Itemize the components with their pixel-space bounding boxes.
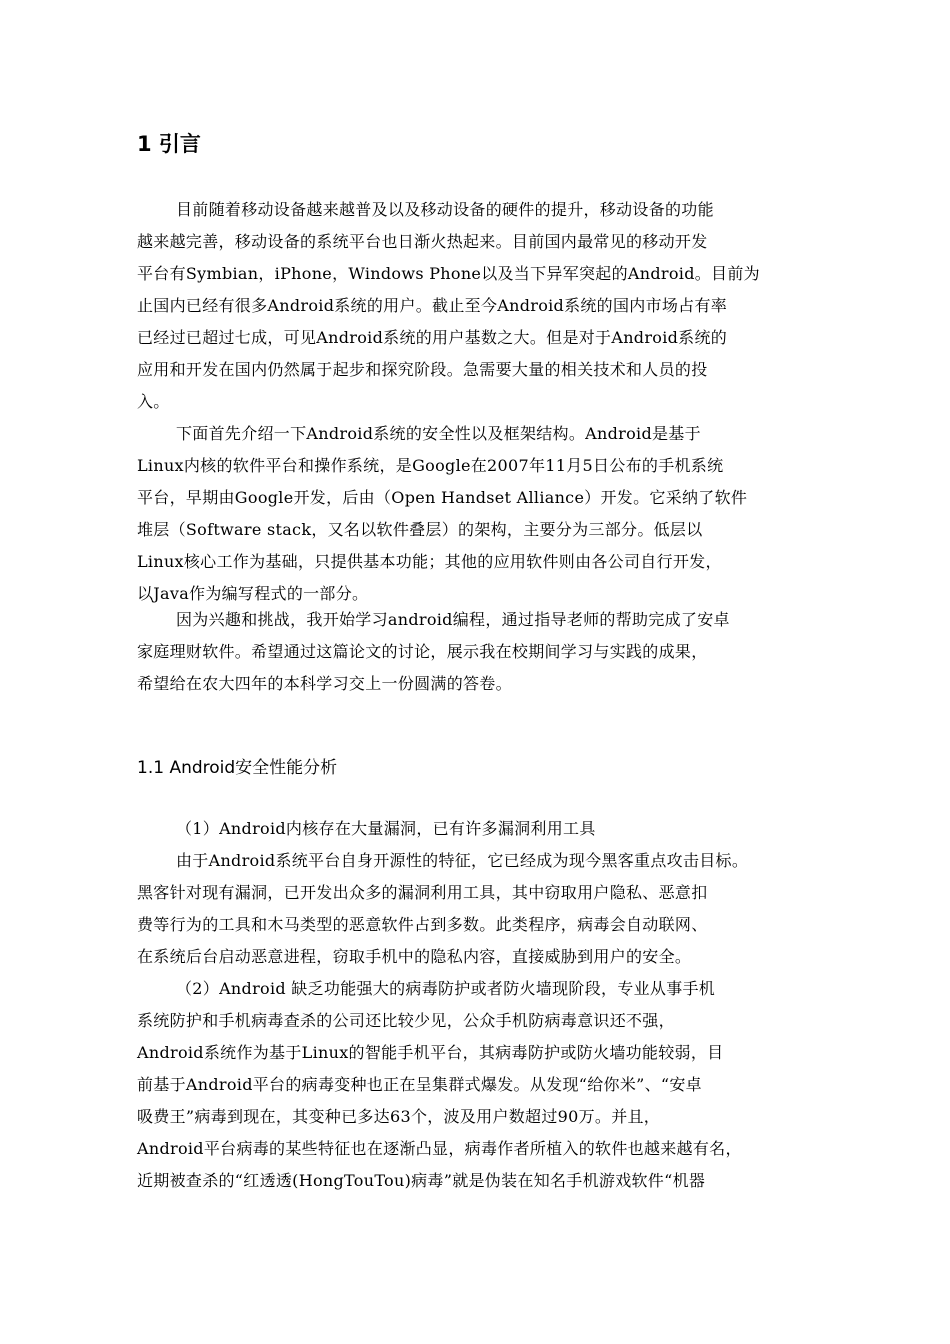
security-paragraph-line: 在系统后台启动恶意进程，窃取手机中的隐私内容，直接威胁到用户的安全。 bbox=[137, 947, 692, 966]
intro-paragraph-line: 目前随着移动设备越来越普及以及移动设备的硬件的提升，移动设备的功能 bbox=[176, 200, 714, 219]
intro-paragraph-line: 因为兴趣和挑战，我开始学习android编程，通过指导老师的帮助完成了安卓 bbox=[176, 610, 730, 629]
intro-paragraph-line: 平台，早期由Google开发，后由（Open Handset Alliance）开发。它采纳了软件 bbox=[137, 488, 748, 507]
intro-paragraph-line: 堆层（Software stack，又名以软件叠层）的架构，主要分为三部分。低层以 bbox=[137, 520, 703, 539]
security-paragraph-line: Android系统作为基于Linux的智能手机平台，其病毒防护或防火墙功能较弱，目 bbox=[137, 1043, 724, 1062]
intro-paragraph-line: 止国内已经有很多Android系统的用户。截止至今Android系统的国内市场占有率 bbox=[137, 296, 728, 315]
intro-paragraph-line: 平台有Symbian，iPhone，Windows Phone以及当下异军突起的Android。目前为 bbox=[137, 264, 760, 283]
intro-paragraph-line: Linux核心工作为基础，只提供基本功能；其他的应用软件则由各公司自行开发， bbox=[137, 552, 722, 571]
intro-paragraph-line: 已经过已超过七成，可见Android系统的用户基数之大。但是对于Android系统的 bbox=[137, 328, 728, 347]
intro-paragraph-line: 家庭理财软件。希望通过这篇论文的讨论，展示我在校期间学习与实践的成果， bbox=[137, 642, 708, 661]
security-paragraph-line: 吸费王”病毒到现在，其变种已多达63个，波及用户数超过90万。并且， bbox=[137, 1107, 661, 1126]
section-heading-introduction: 1 引言 bbox=[137, 132, 201, 156]
intro-paragraph-line: Linux内核的软件平台和操作系统，是Google在2007年11月5日公布的手机系统 bbox=[137, 456, 724, 475]
security-paragraph-line: Android平台病毒的某些特征也在逐渐凸显，病毒作者所植入的软件也越来越有名， bbox=[137, 1139, 742, 1158]
security-paragraph-line: 费等行为的工具和木马类型的恶意软件占到多数。此类程序，病毒会自动联网、 bbox=[137, 915, 708, 934]
security-paragraph-line: 系统防护和手机病毒查杀的公司还比较少见，公众手机防病毒意识还不强， bbox=[137, 1011, 675, 1030]
security-paragraph-line: 由于Android系统平台自身开源性的特征，它已经成为现今黑客重点攻击目标。 bbox=[176, 851, 749, 870]
security-paragraph-line: 黑客针对现有漏洞，已开发出众多的漏洞利用工具，其中窃取用户隐私、恶意扣 bbox=[137, 883, 708, 902]
intro-paragraph-line: 下面首先介绍一下Android系统的安全性以及框架结构。Android是基于 bbox=[176, 424, 701, 443]
intro-paragraph-line: 应用和开发在国内仍然属于起步和探究阶段。急需要大量的相关技术和人员的投 bbox=[137, 360, 708, 379]
intro-paragraph-line: 越来越完善，移动设备的系统平台也日渐火热起来。目前国内最常见的移动开发 bbox=[137, 232, 708, 251]
security-paragraph-line: 近期被查杀的“红透透(HongTouTou)病毒”就是伪装在知名手机游戏软件“机器 bbox=[137, 1171, 706, 1190]
security-paragraph-line: （2）Android 缺乏功能强大的病毒防护或者防火墙现阶段，专业从事手机 bbox=[176, 979, 716, 998]
intro-paragraph-line: 入。 bbox=[137, 392, 170, 411]
security-paragraph-line: （1）Android内核存在大量漏洞，已有许多漏洞利用工具 bbox=[176, 819, 596, 838]
section-heading-android-security: 1.1 Android安全性能分析 bbox=[137, 758, 338, 778]
intro-paragraph-line: 以Java作为编写程式的一部分。 bbox=[137, 584, 369, 603]
security-paragraph-line: 前基于Android平台的病毒变种也正在呈集群式爆发。从发现“给你米”、“安卓 bbox=[137, 1075, 702, 1094]
intro-paragraph-line: 希望给在农大四年的本科学习交上一份圆满的答卷。 bbox=[137, 674, 512, 693]
